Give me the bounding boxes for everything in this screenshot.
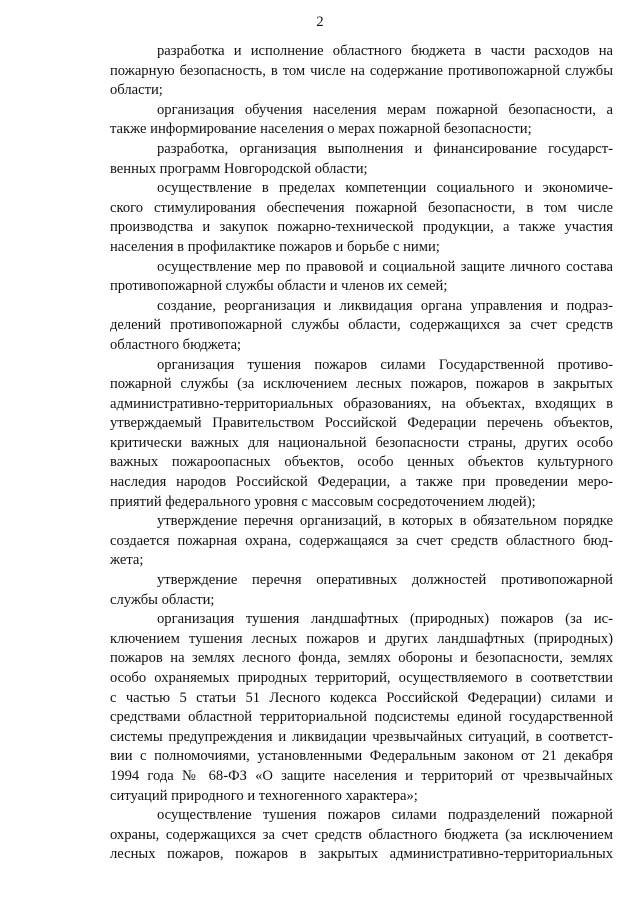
text-line: лесных пожаров, пожаров в закрытых административно-территориальных: [110, 846, 613, 863]
text-line: приятий федерального уровня с массовым сосредоточением людей);: [110, 493, 536, 510]
document-body: [110, 42, 613, 865]
paragraph-first-line: создание, реорганизация и ликвидация органа управления и подраз-: [157, 297, 613, 314]
text-line: области;: [110, 82, 163, 99]
paragraph-first-line: осуществление мер по правовой и социальной защите личного состава: [157, 258, 613, 275]
text-line: делений противопожарной службы области, содержащихся за счет средств: [110, 317, 613, 334]
page-number: 2: [316, 14, 324, 30]
text-line: пожарную безопасность, в том числе на содержание противопожарной службы: [110, 62, 613, 79]
text-line: службы области;: [110, 591, 215, 608]
paragraph-first-line: осуществление тушения пожаров силами подразделений пожарной: [157, 807, 613, 824]
paragraph-first-line: организация тушения пожаров силами Государственной противо-: [157, 356, 613, 373]
text-line: с частью 5 статьи 51 Лесного кодекса Российской Федерации) силами и: [110, 689, 613, 706]
text-line: средствами областной территориальной подсистемы единой государственной: [110, 709, 613, 726]
text-line: 1994 года № 68-ФЗ «О защите населения и территорий от чрезвычайных: [110, 767, 613, 784]
text-line: пожарной службы (за исключением лесных пожаров, пожаров в закрытых: [110, 376, 613, 393]
text-line: производства и закупок пожарно-технической продукции, а также участия: [110, 219, 613, 236]
text-line: ситуаций природного и техногенного характера»;: [110, 787, 418, 804]
paragraph-first-line: разработка и исполнение областного бюджета в части расходов на: [157, 43, 613, 59]
text-line: ского стимулирования обеспечения пожарной безопасности, в том числе: [110, 199, 613, 216]
text-line: охраны, содержащихся за счет средств областного бюджета (за исключением: [110, 826, 613, 843]
paragraph-first-line: разработка, организация выполнения и финансирование государст-: [157, 140, 613, 157]
paragraph-first-line: организация тушения ландшафтных (природных) пожаров (за ис-: [157, 611, 613, 628]
paragraph-first-line: утверждение перечня организаций, в которых в обязательном порядке: [157, 513, 613, 530]
text-line: наследия народов Российской Федерации, а также при проведении меро-: [110, 474, 613, 491]
text-line: венных программ Новгородской области;: [110, 160, 368, 177]
paragraph-first-line: осуществление в пределах компетенции социального и экономиче-: [157, 180, 613, 197]
text-line: пожаров на землях лесного фонда, землях обороны и безопасности, землях: [110, 650, 613, 667]
text-line: противопожарной службы области и членов их семей;: [110, 278, 448, 295]
text-line: вии с полномочиями, установленными Федеральным законом от 21 декабря: [110, 748, 613, 765]
text-line: жета;: [110, 552, 144, 569]
text-line: создается пожарная охрана, содержащаяся за счет средств областного бюд-: [110, 532, 613, 549]
text-line: важных пожароопасных объектов, особо ценных объектов культурного: [110, 454, 613, 471]
text-line: утверждаемый Правительством Российской Федерации перечень объектов,: [110, 415, 613, 432]
text-line: особо охраняемых природных территорий, осуществляемого в соответствии: [110, 670, 613, 686]
text-line: критически важных для национальной безопасности страны, других особо: [110, 434, 613, 451]
paragraph-first-line: утверждение перечня оперативных должностей противопожарной: [157, 572, 613, 589]
paragraph-first-line: организация обучения населения мерам пожарной безопасности, а: [157, 101, 613, 118]
text-line: также информирование населения о мерах пожарной безопасности;: [110, 121, 532, 138]
text-line: административно-территориальных образованиях, на объектах, входящих в: [110, 395, 613, 412]
text-line: областного бюджета;: [110, 336, 242, 353]
text-line: населения в профилактике пожаров и борьбе с ними;: [110, 238, 440, 255]
text-line: системы предупреждения и ликвидации чрезвычайных ситуаций, в соответст-: [110, 728, 613, 745]
text-line: ключением тушения лесных пожаров и других ландшафтных (природных): [110, 630, 613, 647]
